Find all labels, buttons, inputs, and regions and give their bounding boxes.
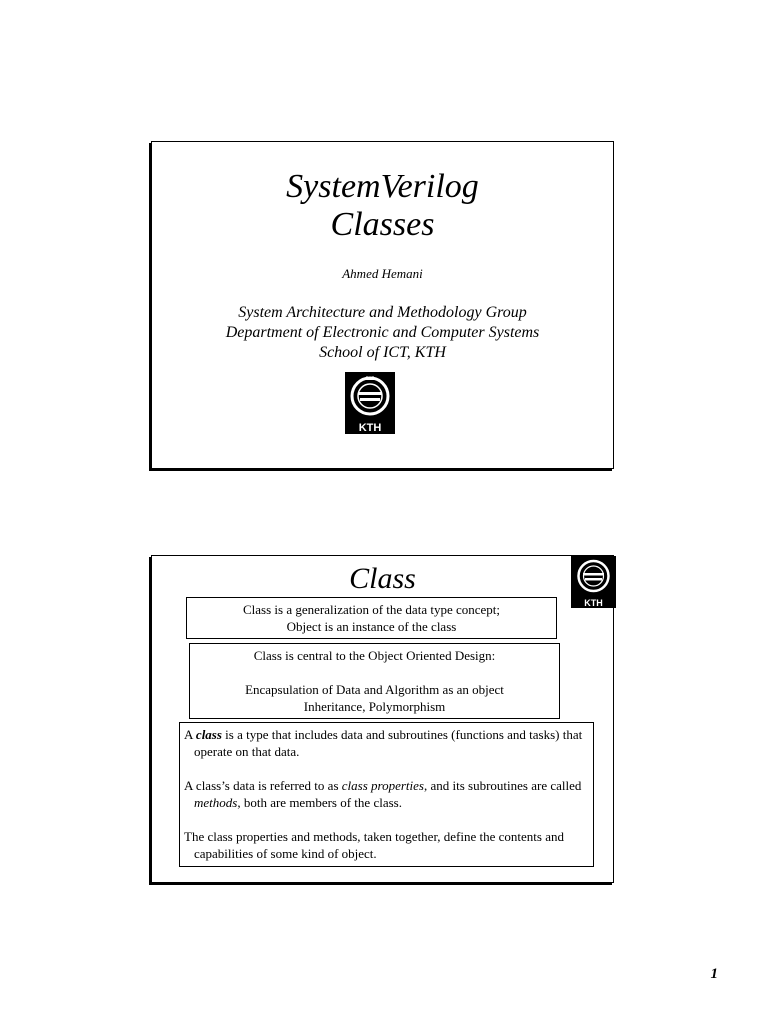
class-slide [151, 555, 614, 883]
affiliation-group: System Architecture and Methodology Group [238, 304, 527, 321]
author-name: Ahmed Hemani [342, 266, 423, 281]
definition-line-1: Class is a generalization of the data type concept; [242, 602, 501, 617]
page-number: 1 [710, 966, 718, 982]
kth-logo-seal [571, 556, 616, 608]
slide-title [152, 168, 613, 244]
title-line-1: SystemVerilog [286, 168, 479, 205]
slide-title: Class [349, 562, 416, 595]
affiliation-department: Department of Electronic and Computer Systems [225, 324, 540, 341]
class-description-box [179, 722, 594, 867]
affiliation [152, 303, 613, 363]
kth-logo-seal [345, 372, 395, 434]
definition-box [186, 597, 557, 639]
affiliation-school: School of ICT, KTH [319, 344, 446, 361]
paragraph-class-contents: The class properties and methods, taken together, define the contents and capabilities of some kind of object. [184, 829, 564, 861]
title-slide [151, 141, 614, 469]
definition-line-2: Object is an instance of the class [286, 619, 457, 634]
paragraph-class-properties: A class’s data is referred to as class properties, and its subroutines are called methods, both are members of the class. [184, 778, 582, 810]
paragraph-class-type: A class is a type that includes data and subroutines (functions and tasks) that operate on that data. [184, 727, 583, 759]
logo-text: KTH [584, 598, 603, 608]
oop-line-2: Encapsulation of Data and Algorithm as an object [245, 682, 504, 697]
oop-box [189, 643, 560, 719]
oop-line-1: Class is central to the Object Oriented Design: [253, 648, 496, 663]
logo-text: KTH [358, 422, 382, 434]
oop-line-3: Inheritance, Polymorphism [303, 699, 446, 714]
title-line-2: Classes [330, 206, 435, 243]
